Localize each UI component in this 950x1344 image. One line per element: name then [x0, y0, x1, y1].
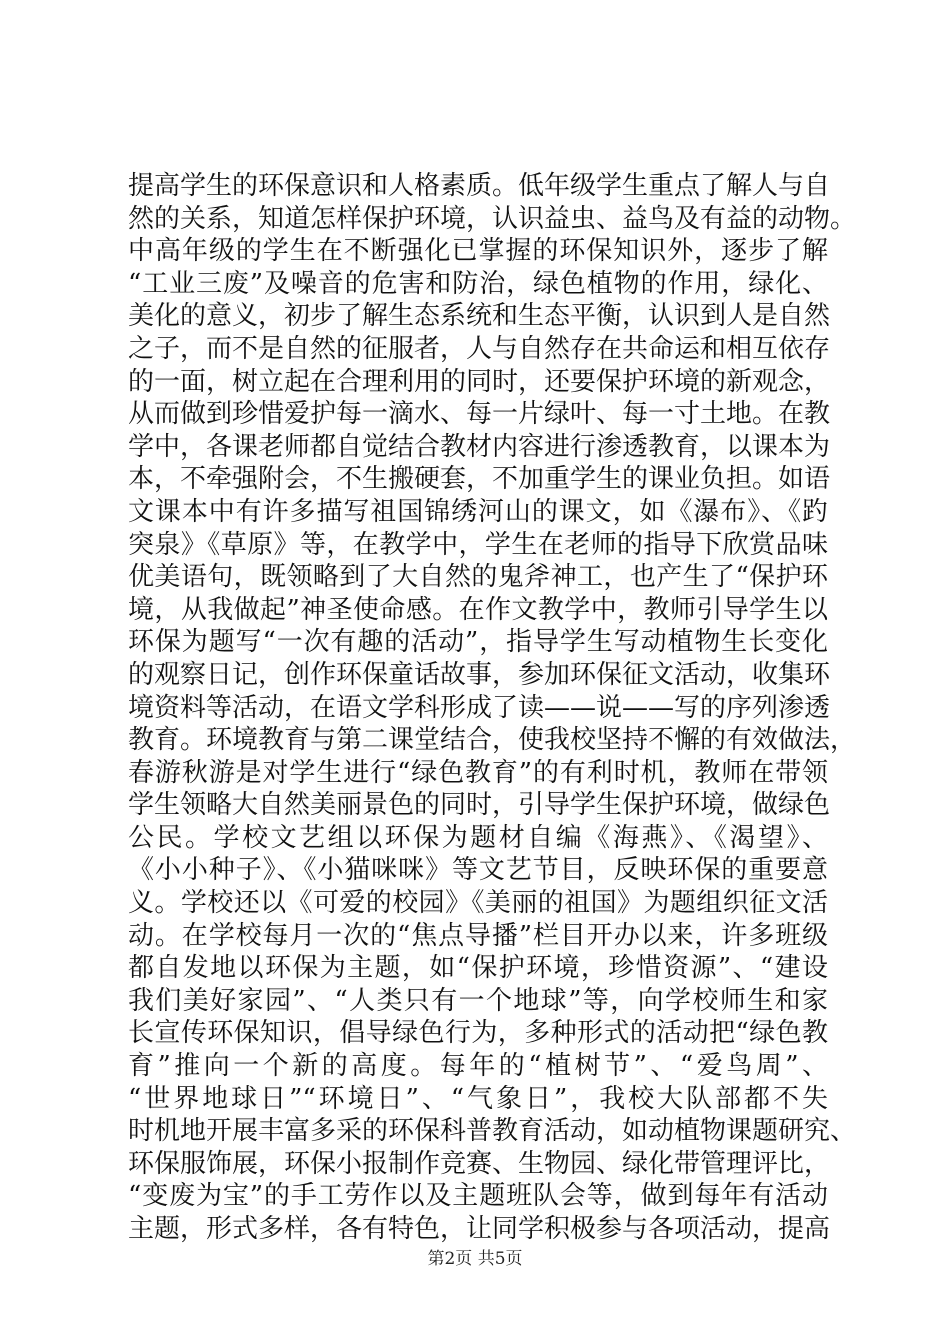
text-line: 境资料等活动，在语文学科形成了读——说——写的序列渗透: [128, 692, 831, 723]
text-line: 长宣传环保知识，倡导绿色行为，多种形式的活动把“绿色教: [128, 1018, 828, 1049]
text-line: “工业三废”及噪音的危害和防治，绿色植物的作用，绿化、: [128, 268, 828, 299]
text-line: 环保服饰展，环保小报制作竞赛、生物园、绿化带管理评比，: [128, 1148, 831, 1179]
text-line: 时机地开展丰富多采的环保科普教育活动，如动植物课题研究、: [128, 1116, 857, 1147]
text-line: “变废为宝”的手工劳作以及主题班队会等，做到每年有活动: [128, 1181, 828, 1212]
text-line: 的一面，树立起在合理利用的同时，还要保护环境的新观念，: [128, 366, 831, 397]
page-footer: 第2页 共5页: [427, 1249, 523, 1269]
text-line: 本，不牵强附会，不生搬硬套，不加重学生的课业负担。如语: [128, 464, 831, 495]
text-line: 春游秋游是对学生进行“绿色教育”的有利时机，教师在带领: [128, 757, 828, 788]
text-line: 《小小种子》、《小猫咪咪》等文艺节目，反映环保的重要意: [128, 855, 828, 886]
text-line: 环保为题写“一次有趣的活动”，指导学生写动植物生长变化: [128, 627, 828, 658]
text-line: 动。在学校每月一次的“焦点导播”栏目开办以来，许多班级: [128, 920, 828, 951]
text-line: 美化的意义，初步了解生态系统和生态平衡，认识到人是自然: [128, 301, 831, 332]
body-text: [128, 170, 857, 1246]
text-line: 优美语句，既领略到了大自然的鬼斧神工，也产生了“保护环: [128, 562, 828, 593]
text-line: 文课本中有许多描写祖国锦绣河山的课文，如《瀑布》、《趵: [128, 496, 828, 527]
text-line: 的观察日记，创作环保童话故事，参加环保征文活动，收集环: [128, 659, 831, 690]
text-line: 中高年级的学生在不断强化已掌握的环保知识外，逐步了解: [128, 236, 828, 267]
text-line: 教育。环境教育与第二课堂结合，使我校坚持不懈的有效做法，: [128, 725, 857, 756]
text-line: 都自发地以环保为主题，如“保护环境，珍惜资源”、“建设: [128, 953, 828, 984]
text-line: 之子，而不是自然的征服者，人与自然存在共命运和相互依存: [128, 333, 831, 364]
text-line: 主题，形式多样，各有特色，让同学积极参与各项活动，提高: [128, 1214, 831, 1244]
text-line: “世界地球日”“环境日”、“气象日”，我校大队部都不失: [128, 1083, 828, 1114]
text-line: 育”推向一个新的高度。每年的“植树节”、“爱鸟周”、: [128, 1051, 828, 1082]
text-line: 境，从我做起”神圣使命感。在作文教学中，教师引导学生以: [128, 594, 828, 625]
text-line: 突泉》《草原》等，在教学中，学生在老师的指导下欣赏品味: [128, 529, 828, 560]
text-line: 学中，各课老师都自觉结合教材内容进行渗透教育，以课本为: [128, 431, 831, 462]
text-line: 义。学校还以《可爱的校园》《美丽的祖国》为题组织征文活: [128, 888, 828, 919]
text-line: 学生领略大自然美丽景色的同时，引导学生保护环境，做绿色: [128, 790, 831, 821]
text-line: 然的关系，知道怎样保护环境，认识益虫、益鸟及有益的动物。: [128, 203, 857, 234]
text-line: 从而做到珍惜爱护每一滴水、每一片绿叶、每一寸土地。在教: [128, 399, 831, 430]
text-line: 公民。学校文艺组以环保为题材自编《海燕》、《渴望》、: [128, 822, 828, 853]
text-line: 提高学生的环保意识和人格素质。低年级学生重点了解人与自: [128, 171, 831, 201]
text-line: 我们美好家园”、“人类只有一个地球”等，向学校师生和家: [128, 985, 828, 1016]
